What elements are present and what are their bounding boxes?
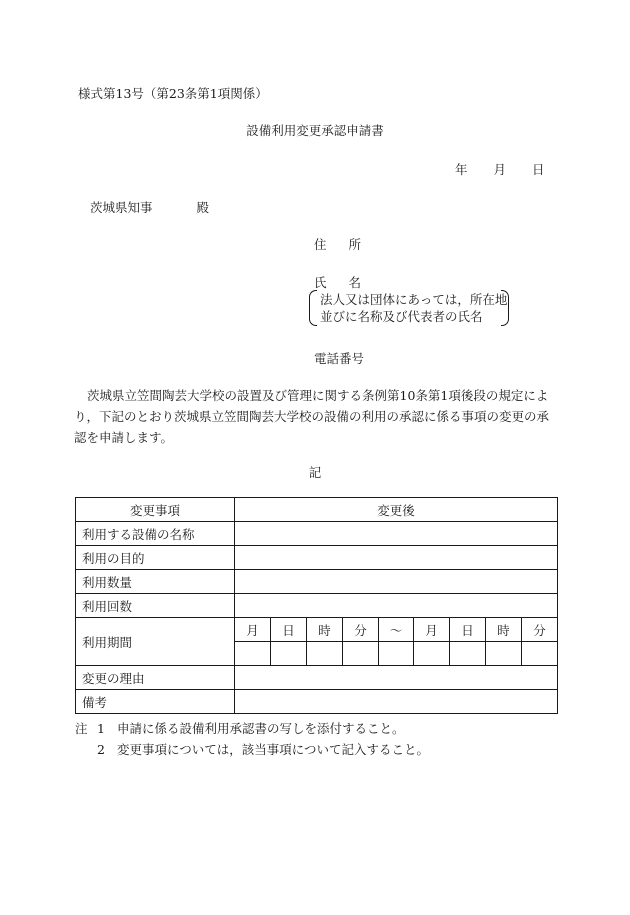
period-unit: 時 [307, 618, 343, 642]
row-value-cell[interactable] [235, 570, 558, 594]
period-units-row [76, 618, 558, 642]
notes-label: 注 [75, 721, 88, 736]
form-number: 様式第13号（第23条第1項関係） [78, 86, 268, 101]
note-number: 2 [97, 742, 105, 757]
table-row [76, 690, 558, 714]
table-row [76, 594, 558, 618]
document-title: 設備利用変更承認申請書 [246, 123, 384, 138]
period-unit: 月 [235, 618, 271, 642]
row-value-cell[interactable] [235, 666, 558, 690]
note-item [75, 739, 429, 760]
applicant-phone-field[interactable]: 電話番号 [314, 351, 365, 366]
period-value-cell[interactable] [414, 642, 450, 666]
period-unit: 分 [343, 618, 379, 642]
note-text: 変更事項については，該当事項について記入すること。 [117, 742, 430, 757]
name-note [309, 290, 509, 326]
right-bracket [501, 290, 509, 326]
period-unit: 日 [450, 618, 486, 642]
ki-heading: 記 [308, 465, 322, 480]
row-value-cell[interactable] [235, 690, 558, 714]
table-row [76, 570, 558, 594]
addressee-honorific: 殿 [196, 200, 210, 215]
row-value-cell[interactable] [235, 522, 558, 546]
period-value-cell[interactable] [343, 642, 379, 666]
row-label: 利用の目的 [76, 546, 235, 570]
period-value-cell[interactable] [379, 642, 414, 666]
period-unit: 時 [486, 618, 522, 642]
addressee-office: 茨城県知事 [90, 200, 153, 215]
change-table [75, 497, 558, 714]
row-value-cell[interactable] [235, 546, 558, 570]
note-number: 1 [97, 721, 105, 736]
row-label: 備考 [76, 690, 235, 714]
address-label: 住 所 [314, 237, 362, 252]
table-header-row [76, 498, 558, 522]
note-item [75, 718, 429, 739]
date-line [455, 160, 545, 178]
period-unit: 日 [271, 618, 307, 642]
applicant-name-field[interactable] [314, 273, 361, 291]
header-item: 変更事項 [76, 498, 235, 522]
row-label: 利用数量 [76, 570, 235, 594]
addressee [90, 198, 209, 216]
name-note-line-1: 法人又は団体にあっては，所在地 [320, 292, 508, 307]
table-row [76, 522, 558, 546]
row-label: 変更の理由 [76, 666, 235, 690]
period-value-cell[interactable] [307, 642, 343, 666]
period-value-cell[interactable] [486, 642, 522, 666]
row-label: 利用回数 [76, 594, 235, 618]
table-row [76, 546, 558, 570]
date-month-field[interactable]: 月 [493, 162, 507, 177]
name-note-line-2: 並びに名称及び代表者の氏名 [320, 309, 483, 324]
period-unit: ～ [379, 618, 414, 642]
period-unit: 分 [522, 618, 558, 642]
applicant-address-field[interactable] [314, 235, 361, 253]
header-after: 変更後 [235, 498, 558, 522]
left-bracket [309, 290, 317, 326]
period-label: 利用期間 [76, 618, 235, 666]
period-value-cell[interactable] [522, 642, 558, 666]
period-value-cell[interactable] [271, 642, 307, 666]
notes [75, 718, 429, 760]
body-text: 茨城県立笠間陶芸大学校の設置及び管理に関する条例第10条第1項後段の規定により，下記のとおり茨城県立笠間陶芸大学校の設備の利用の承認に係る事項の変更の承認を申請します。 [74, 388, 550, 445]
date-year-field[interactable]: 年 [455, 162, 468, 177]
period-value-cell[interactable] [450, 642, 486, 666]
row-label: 利用する設備の名称 [76, 522, 235, 546]
name-label: 氏 名 [314, 275, 362, 290]
period-value-cell[interactable] [235, 642, 271, 666]
period-unit: 月 [414, 618, 450, 642]
note-text: 申請に係る設備利用承認書の写しを添付すること。 [117, 721, 405, 736]
date-day-field[interactable]: 日 [532, 162, 545, 177]
row-value-cell[interactable] [235, 594, 558, 618]
table-row [76, 666, 558, 690]
